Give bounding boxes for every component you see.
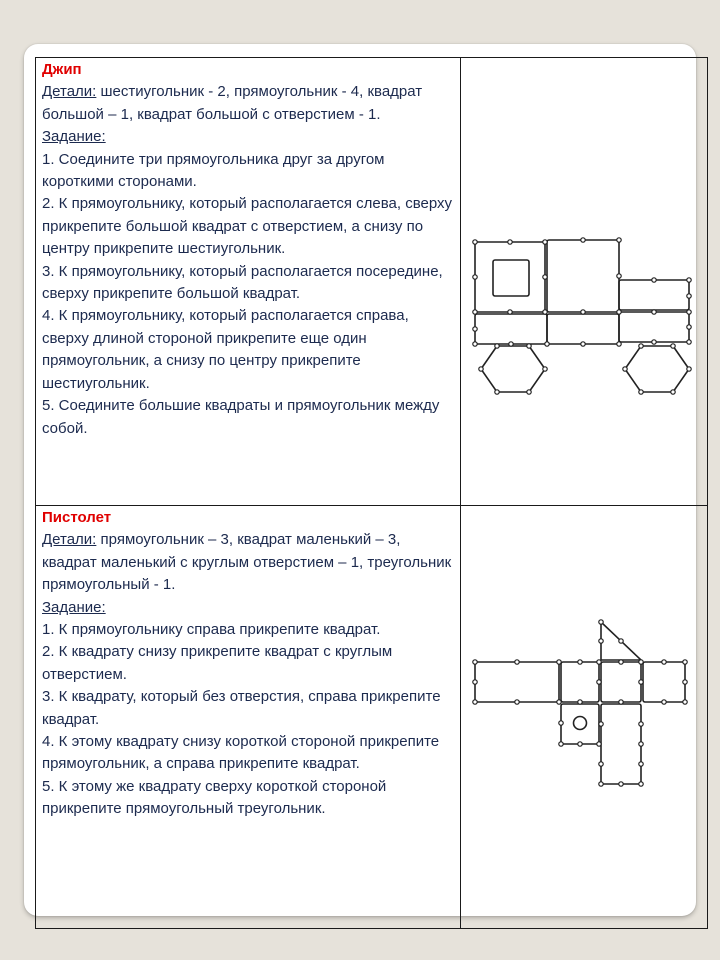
pistol-square-far-right <box>643 662 685 702</box>
pistol-parts-label: Детали: <box>42 531 97 549</box>
worksheet-table <box>35 57 708 929</box>
jeep-figure <box>461 58 707 506</box>
pistol-square-right <box>601 662 641 702</box>
jeep-window-hole <box>493 260 529 296</box>
pistol-step-3: 3. К квадрату, который без отверстия, справа прикрепите квадрат. <box>42 688 441 728</box>
jeep-middle-big-square <box>547 240 619 312</box>
jeep-step-2: 2. К прямоугольнику, который располагается слева, сверху прикрепите большой квадрат с отверстием, а снизу по центру прикрепите шестиугольник. <box>42 195 453 258</box>
pistol-figure <box>461 506 707 929</box>
pistol-parts-text: прямоугольник – 3, квадрат маленький – 3, квадрат маленький с круглым отверстием – 1, треугольник прямоугольный - 1. <box>42 531 452 594</box>
pistol-title: Пистолет <box>42 509 112 526</box>
pistol-text-cell <box>36 506 461 929</box>
jeep-entry <box>42 59 456 440</box>
pistol-step-5: 5. К этому же квадрату сверху короткой стороной прикрепите прямоугольный треугольник. <box>42 777 387 818</box>
jeep-step-4: 4. К прямоугольнику, который располагается справа, сверху длиной стороной прикрепите еще один прямоугольник, а снизу по центру прикрепите шестиугольник. <box>42 307 409 392</box>
pistol-task-label: Задание: <box>42 598 106 616</box>
table-row-pistol <box>36 506 708 929</box>
jeep-parts <box>42 81 456 126</box>
jeep-picture-cell <box>461 58 708 506</box>
jeep-wheel-left <box>481 346 545 392</box>
pistol-square-with-hole <box>561 704 599 744</box>
pistol-step-2: 2. К квадрату снизу прикрепите квадрат с круглым отверстием. <box>42 643 393 683</box>
pistol-round-hole <box>574 717 587 730</box>
jeep-step-3: 3. К прямоугольнику, который располагается посередине, сверху прикрепите большой квадрат. <box>42 262 443 303</box>
jeep-left-big-square <box>475 242 545 312</box>
jeep-wheel-right <box>625 346 689 392</box>
pistol-square-center <box>561 662 599 702</box>
table-row-jeep <box>36 58 708 506</box>
jeep-title: Джип <box>42 61 82 78</box>
jeep-rectangle-left <box>475 314 547 344</box>
jeep-step-1: 1. Соедините три прямоугольника друг за другом короткими сторонами. <box>42 150 385 191</box>
jeep-task-label: Задание: <box>42 128 106 146</box>
jeep-step-5: 5. Соедините большие квадраты и прямоугольник между собой. <box>42 397 440 437</box>
pistol-step-1: 1. К прямоугольнику справа прикрепите квадрат. <box>42 621 381 639</box>
jeep-rectangle-middle <box>547 314 619 344</box>
pistol-grip-rectangle <box>601 704 641 784</box>
jeep-parts-text: шестиугольник - 2, прямоугольник - 4, квадрат большой – 1, квадрат большой с отверстием - 1. <box>42 83 423 123</box>
jeep-hood-rectangle <box>619 280 689 310</box>
pistol-step-4: 4. К этому квадрату снизу короткой стороной прикрепите прямоугольник, а справа прикрепите квадрат. <box>42 733 440 773</box>
pistol-entry <box>42 507 456 821</box>
jeep-parts-label: Детали: <box>42 83 97 101</box>
jeep-rectangle-right <box>619 312 689 342</box>
pistol-picture-cell <box>461 506 708 929</box>
pistol-barrel-rectangle <box>475 662 559 702</box>
pistol-parts <box>42 529 456 596</box>
jeep-text-cell <box>36 58 461 506</box>
